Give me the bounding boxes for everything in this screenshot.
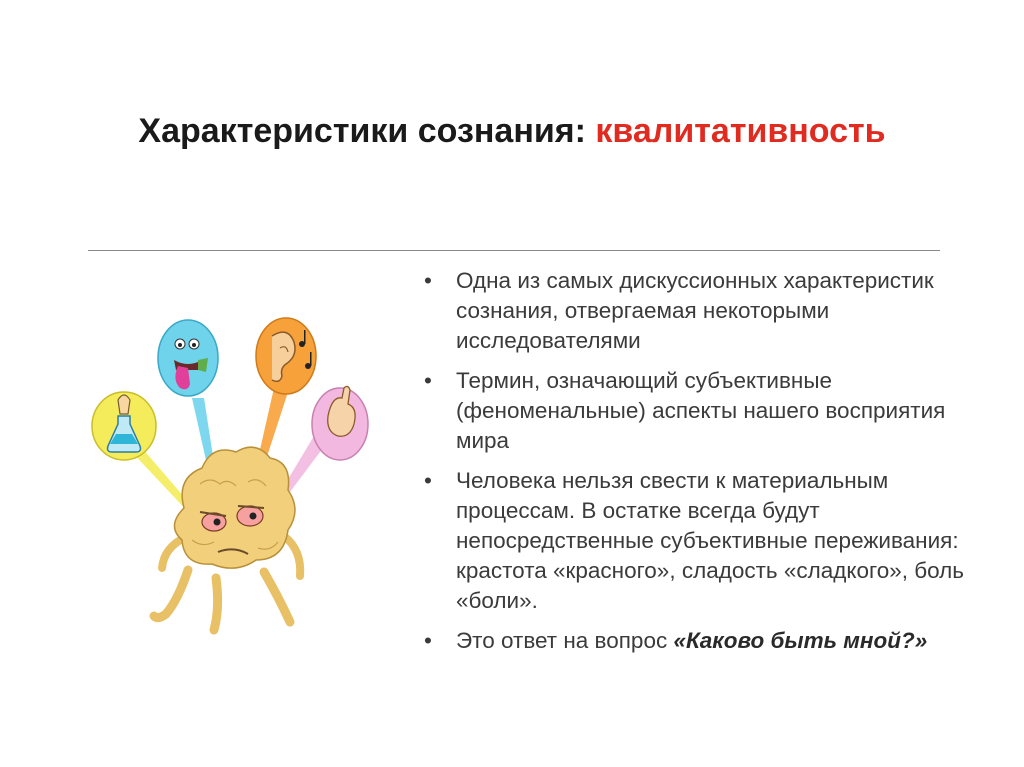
title-main: Характеристики сознания: [138,112,596,150]
tongue-taste-icon [158,320,218,396]
title-divider [88,250,940,251]
slide-title [0,112,1024,151]
bullet-marker: • [424,368,432,393]
bullet-item [418,266,978,356]
senses-illustration [88,308,388,648]
bullet-marker: • [424,628,432,653]
bullet-item [418,466,978,616]
bullet-question: «Каково быть мной?» [673,628,928,653]
bullet-text: Термин, означающий субъективные (феноменальные) аспекты нашего восприятия мира [456,368,946,453]
bullet-item [418,366,978,456]
bullet-text: Человека нельзя свести к материальным процессам. В остатке всегда будут непосредственные субъективные переживания: крастота «красного», сладость «сладкого», боль «боли». [456,468,965,613]
bullet-text: Одна из самых дискуссионных характеристик сознания, отвергаемая некоторыми исследователями [456,268,934,353]
bullet-text-prefix: Это ответ на вопрос [456,628,674,653]
bullet-item [418,626,978,656]
bullet-marker: • [424,268,432,293]
hand-touch-icon [312,386,368,460]
title-accent: квалитативность [595,112,886,150]
brain-character [154,447,300,630]
ear-music-icon [256,318,316,394]
bullet-marker: • [424,468,432,493]
flask-nose-icon [92,392,156,460]
bullet-list [418,266,978,656]
